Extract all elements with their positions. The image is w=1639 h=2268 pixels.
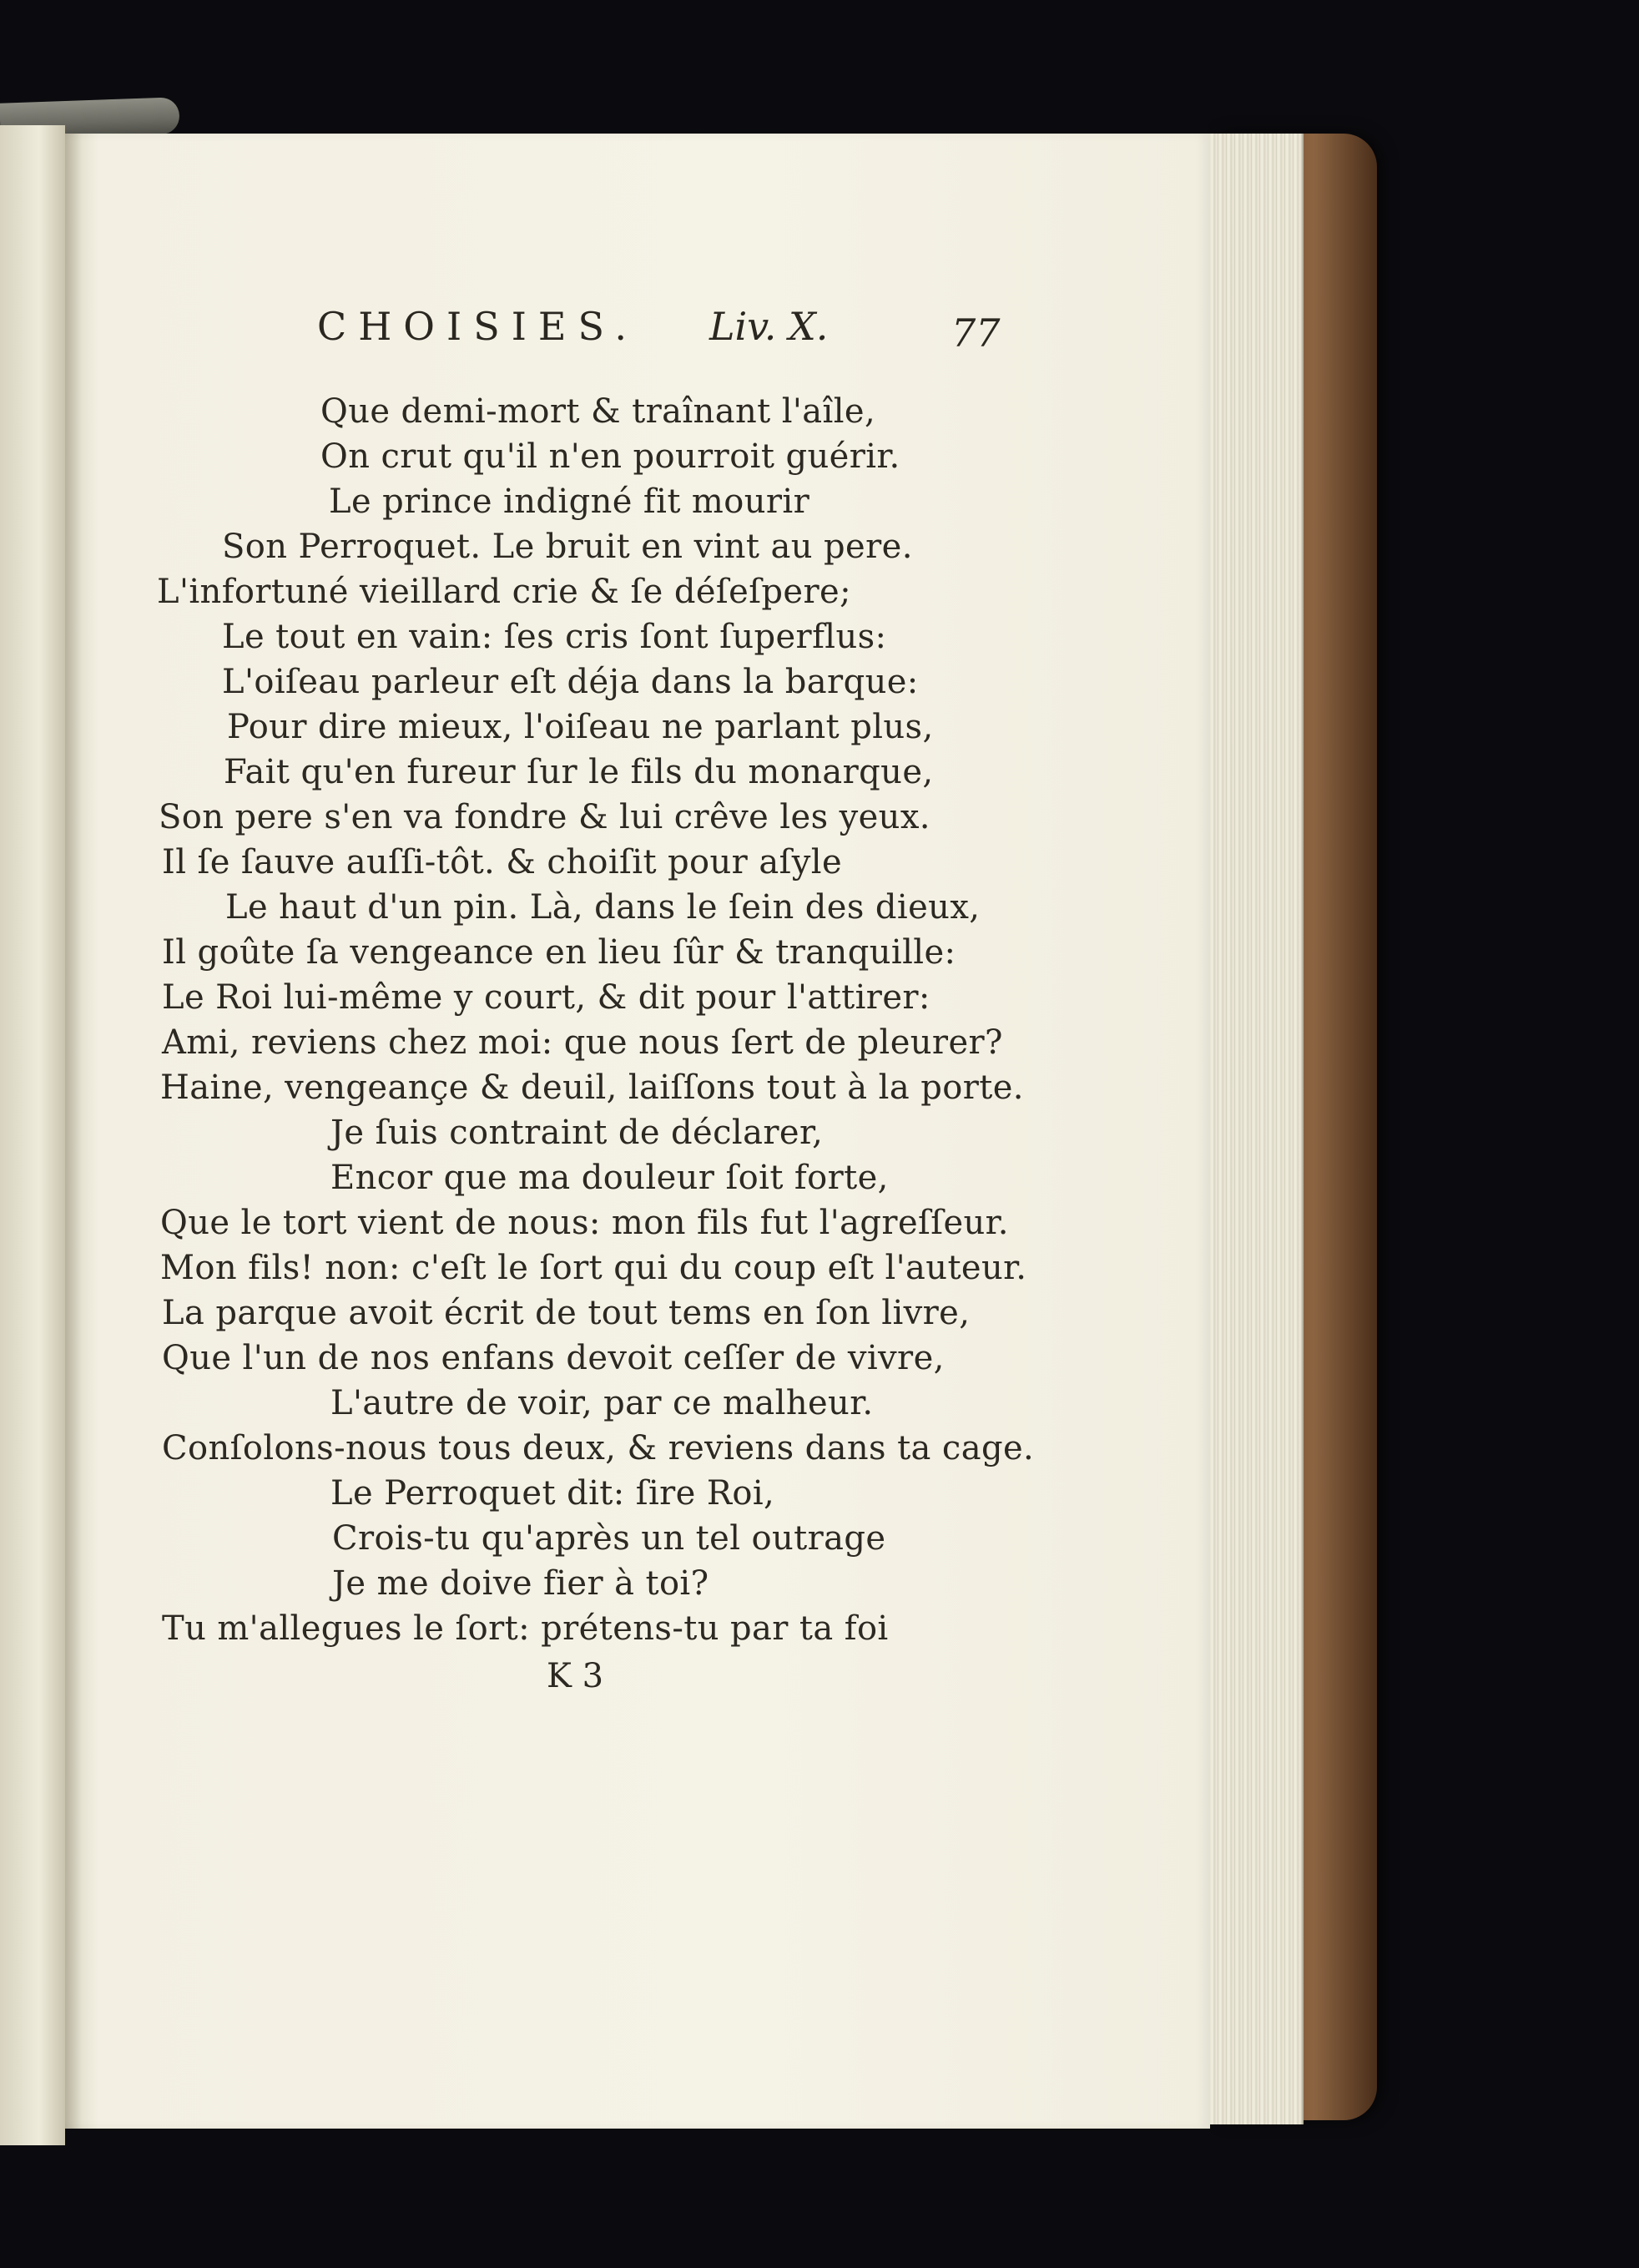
signature-mark: K 3: [547, 1657, 604, 1695]
verse-line: Je me doive fier à toi?: [332, 1564, 709, 1603]
verse-line: Haine, vengeançe & deuil, laiſſons tout à la porte.: [160, 1068, 1024, 1107]
verse-line: Que demi-mort & traînant l'aîle,: [320, 392, 876, 431]
verse-line: Le Perroquet dit: ſire Roi,: [330, 1474, 775, 1513]
verse-line: Ami, reviens chez moi: que nous ſert de pleurer?: [162, 1023, 1003, 1062]
verse-line: Fait qu'en fureur ſur le fils du monarque,: [224, 753, 934, 791]
verse-line: Encor que ma douleur ſoit forte,: [330, 1159, 889, 1197]
running-title: CHOISIES.: [317, 304, 638, 349]
verse-line: La parque avoit écrit de tout tems en ſon livre,: [162, 1294, 971, 1332]
verse-line: Le Roi lui-même y court, & dit pour l'attirer:: [162, 978, 930, 1017]
verse-line: Pour dire mieux, l'oiſeau ne parlant plus,: [227, 708, 934, 746]
verse-line: Le tout en vain: ſes cris ſont ſuperflus:: [222, 618, 887, 656]
verse-line: Il ſe ſauve auſſi-tôt. & choiſit pour aſyle: [162, 843, 843, 881]
verse-line: Mon fils! non: c'eſt le ſort qui du coup eſt l'auteur.: [160, 1249, 1027, 1287]
verse-line: Son Perroquet. Le bruit en vint au pere.: [222, 528, 913, 566]
verse-line: L'infortuné vieillard crie & ſe déſeſpere;: [157, 573, 851, 611]
verse-line: Je ſuis contraint de déclarer,: [330, 1114, 824, 1152]
book-number: Liv. X.: [709, 304, 829, 349]
left-page-sliver: [0, 125, 65, 2145]
verse-line: Que l'un de nos enfans devoit ceſſer de vivre,: [162, 1339, 945, 1377]
verse-line: Conſolons-nous tous deux, & reviens dans ta cage.: [162, 1429, 1035, 1467]
verse-line: Son pere s'en va fondre & lui crêve les yeux.: [159, 798, 930, 836]
running-head: [317, 304, 1018, 371]
verse-line: Que le tort vient de nous: mon fils fut l'agreſſeur.: [160, 1204, 1009, 1242]
gutter-shadow: [65, 134, 82, 2129]
verse-line: L'autre de voir, par ce malheur.: [330, 1384, 874, 1422]
verse-line: L'oiſeau parleur eſt déja dans la barque:: [222, 663, 919, 701]
page-edges: [1202, 134, 1304, 2124]
verse-line: On crut qu'il n'en pourroit guérir.: [320, 437, 900, 476]
verse-line: Crois-tu qu'après un tel outrage: [332, 1519, 886, 1558]
verse-line: Le prince indigné fit mourir: [329, 482, 810, 521]
page-number: 77: [951, 311, 1001, 356]
verse-line: Le haut d'un pin. Là, dans le ſein des dieux,: [225, 888, 981, 927]
verse-line: Il goûte ſa vengeance en lieu ſûr & tranquille:: [162, 933, 956, 972]
verse-line: Tu m'allegues le ſort: prétens-tu par ta foi: [162, 1609, 889, 1648]
